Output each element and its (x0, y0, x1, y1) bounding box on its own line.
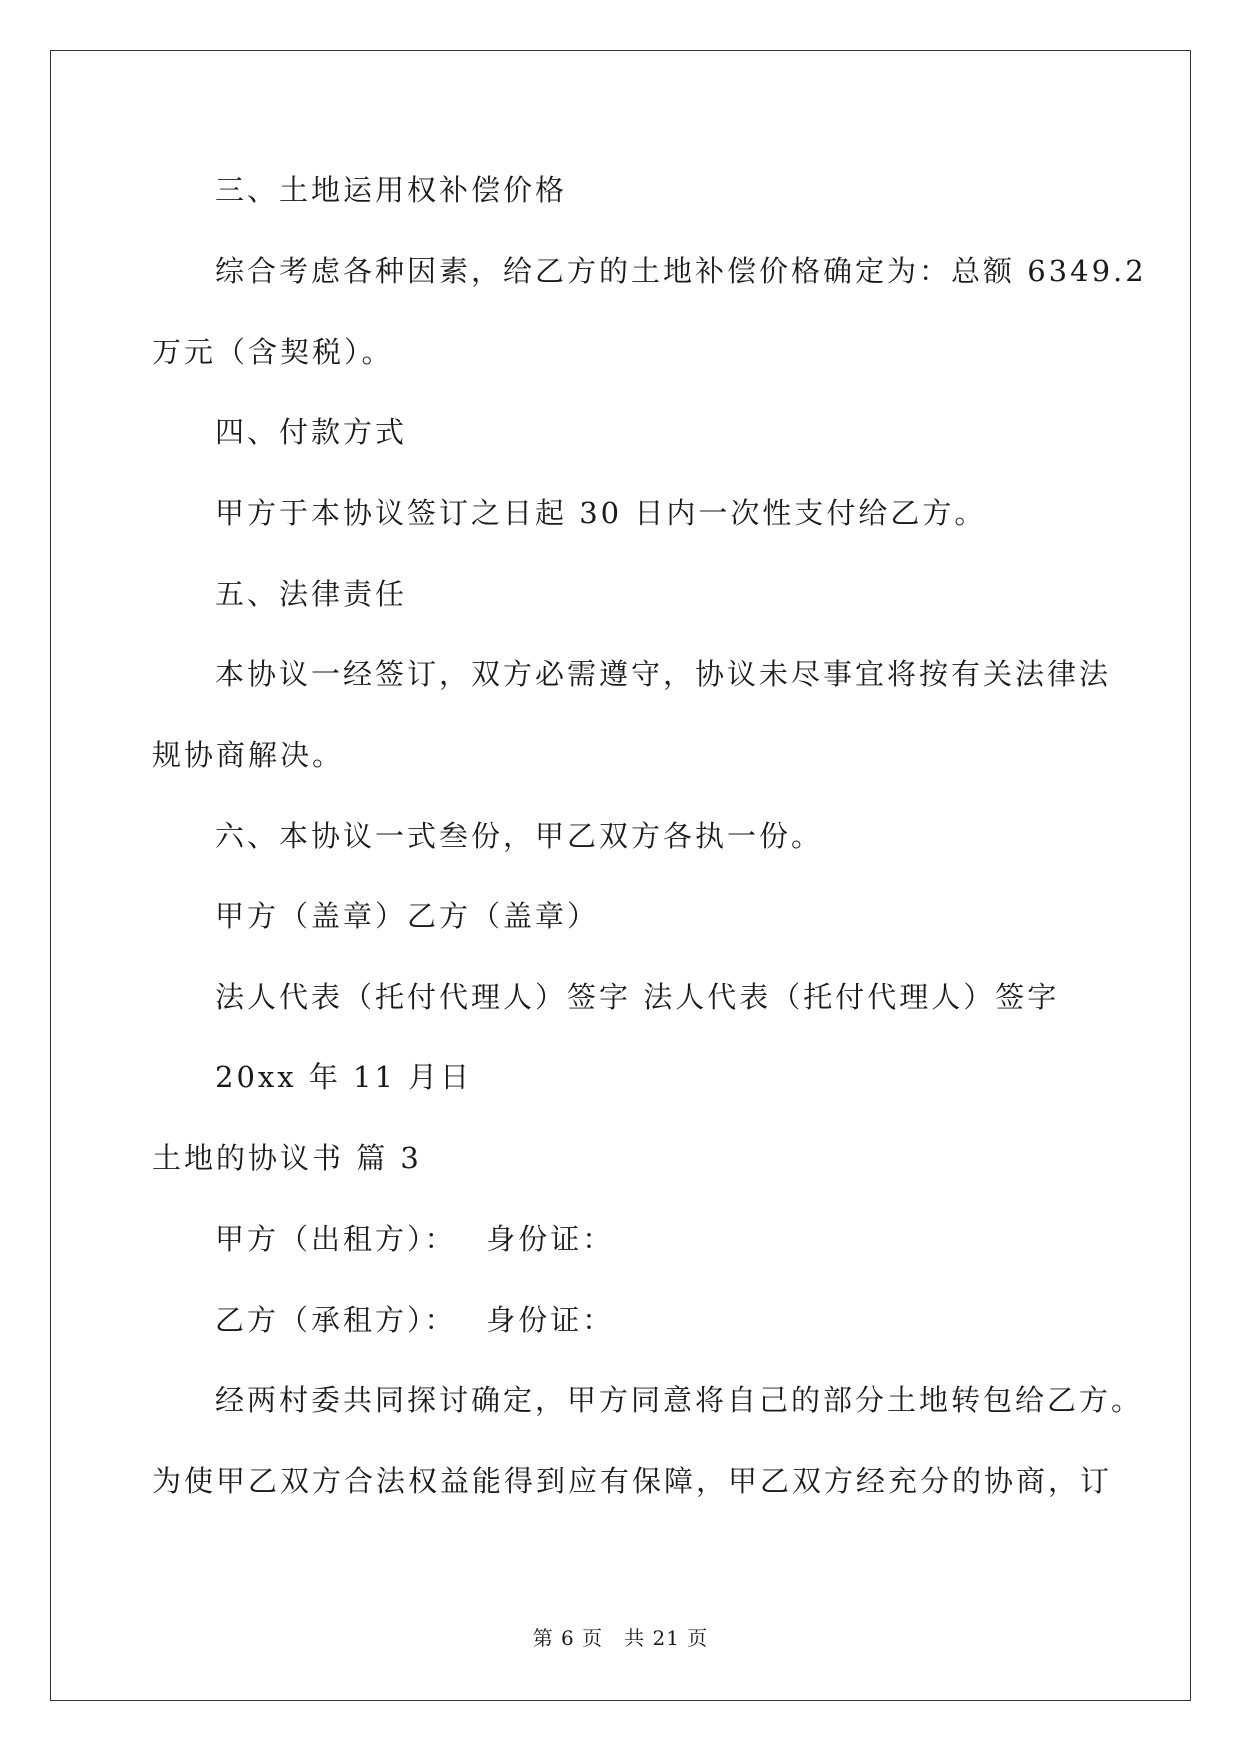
section-heading-legal-liability: 五、法律责任 (215, 577, 408, 611)
page-footer (0, 1628, 1241, 1648)
date-line: 20xx 年 11 月日 (215, 1060, 473, 1094)
paragraph-line: 万元（含契税）。 (152, 335, 394, 369)
paragraph-line: 规协商解决。 (152, 738, 345, 772)
paragraph-line: 经两村委共同探讨确定，甲方同意将自己的部分土地转包给乙方。 (215, 1383, 1144, 1417)
seal-line: 甲方（盖章）乙方（盖章） (215, 899, 600, 933)
paragraph-line: 六、本协议一式叁份，甲乙双方各执一份。 (215, 819, 824, 853)
section-heading-compensation-price: 三、土地运用权补偿价格 (215, 173, 568, 207)
paragraph-line: 为使甲乙双方合法权益能得到应有保障，甲乙双方经充分的协商，订 (152, 1464, 1113, 1498)
party-b-line: 乙方（承租方）： 身份证： (215, 1303, 615, 1337)
signature-line: 法人代表（托付代理人）签字 法人代表（托付代理人）签字 (215, 980, 1060, 1014)
page-number-label: 第 6 页 共 21 页 (532, 1626, 709, 1650)
section-heading-payment-method: 四、付款方式 (215, 415, 408, 449)
article-title: 土地的协议书 篇 3 (152, 1141, 422, 1175)
paragraph-line: 本协议一经签订，双方必需遵守，协议未尽事宜将按有关法律法 (215, 657, 1112, 691)
paragraph-line: 综合考虑各种因素，给乙方的土地补偿价格确定为：总额 6349.2 (215, 254, 1147, 288)
page-border (50, 50, 1191, 1701)
paragraph-line: 甲方于本协议签订之日起 30 日内一次性支付给乙方。 (215, 496, 987, 530)
party-a-line: 甲方（出租方）： 身份证： (215, 1222, 615, 1256)
